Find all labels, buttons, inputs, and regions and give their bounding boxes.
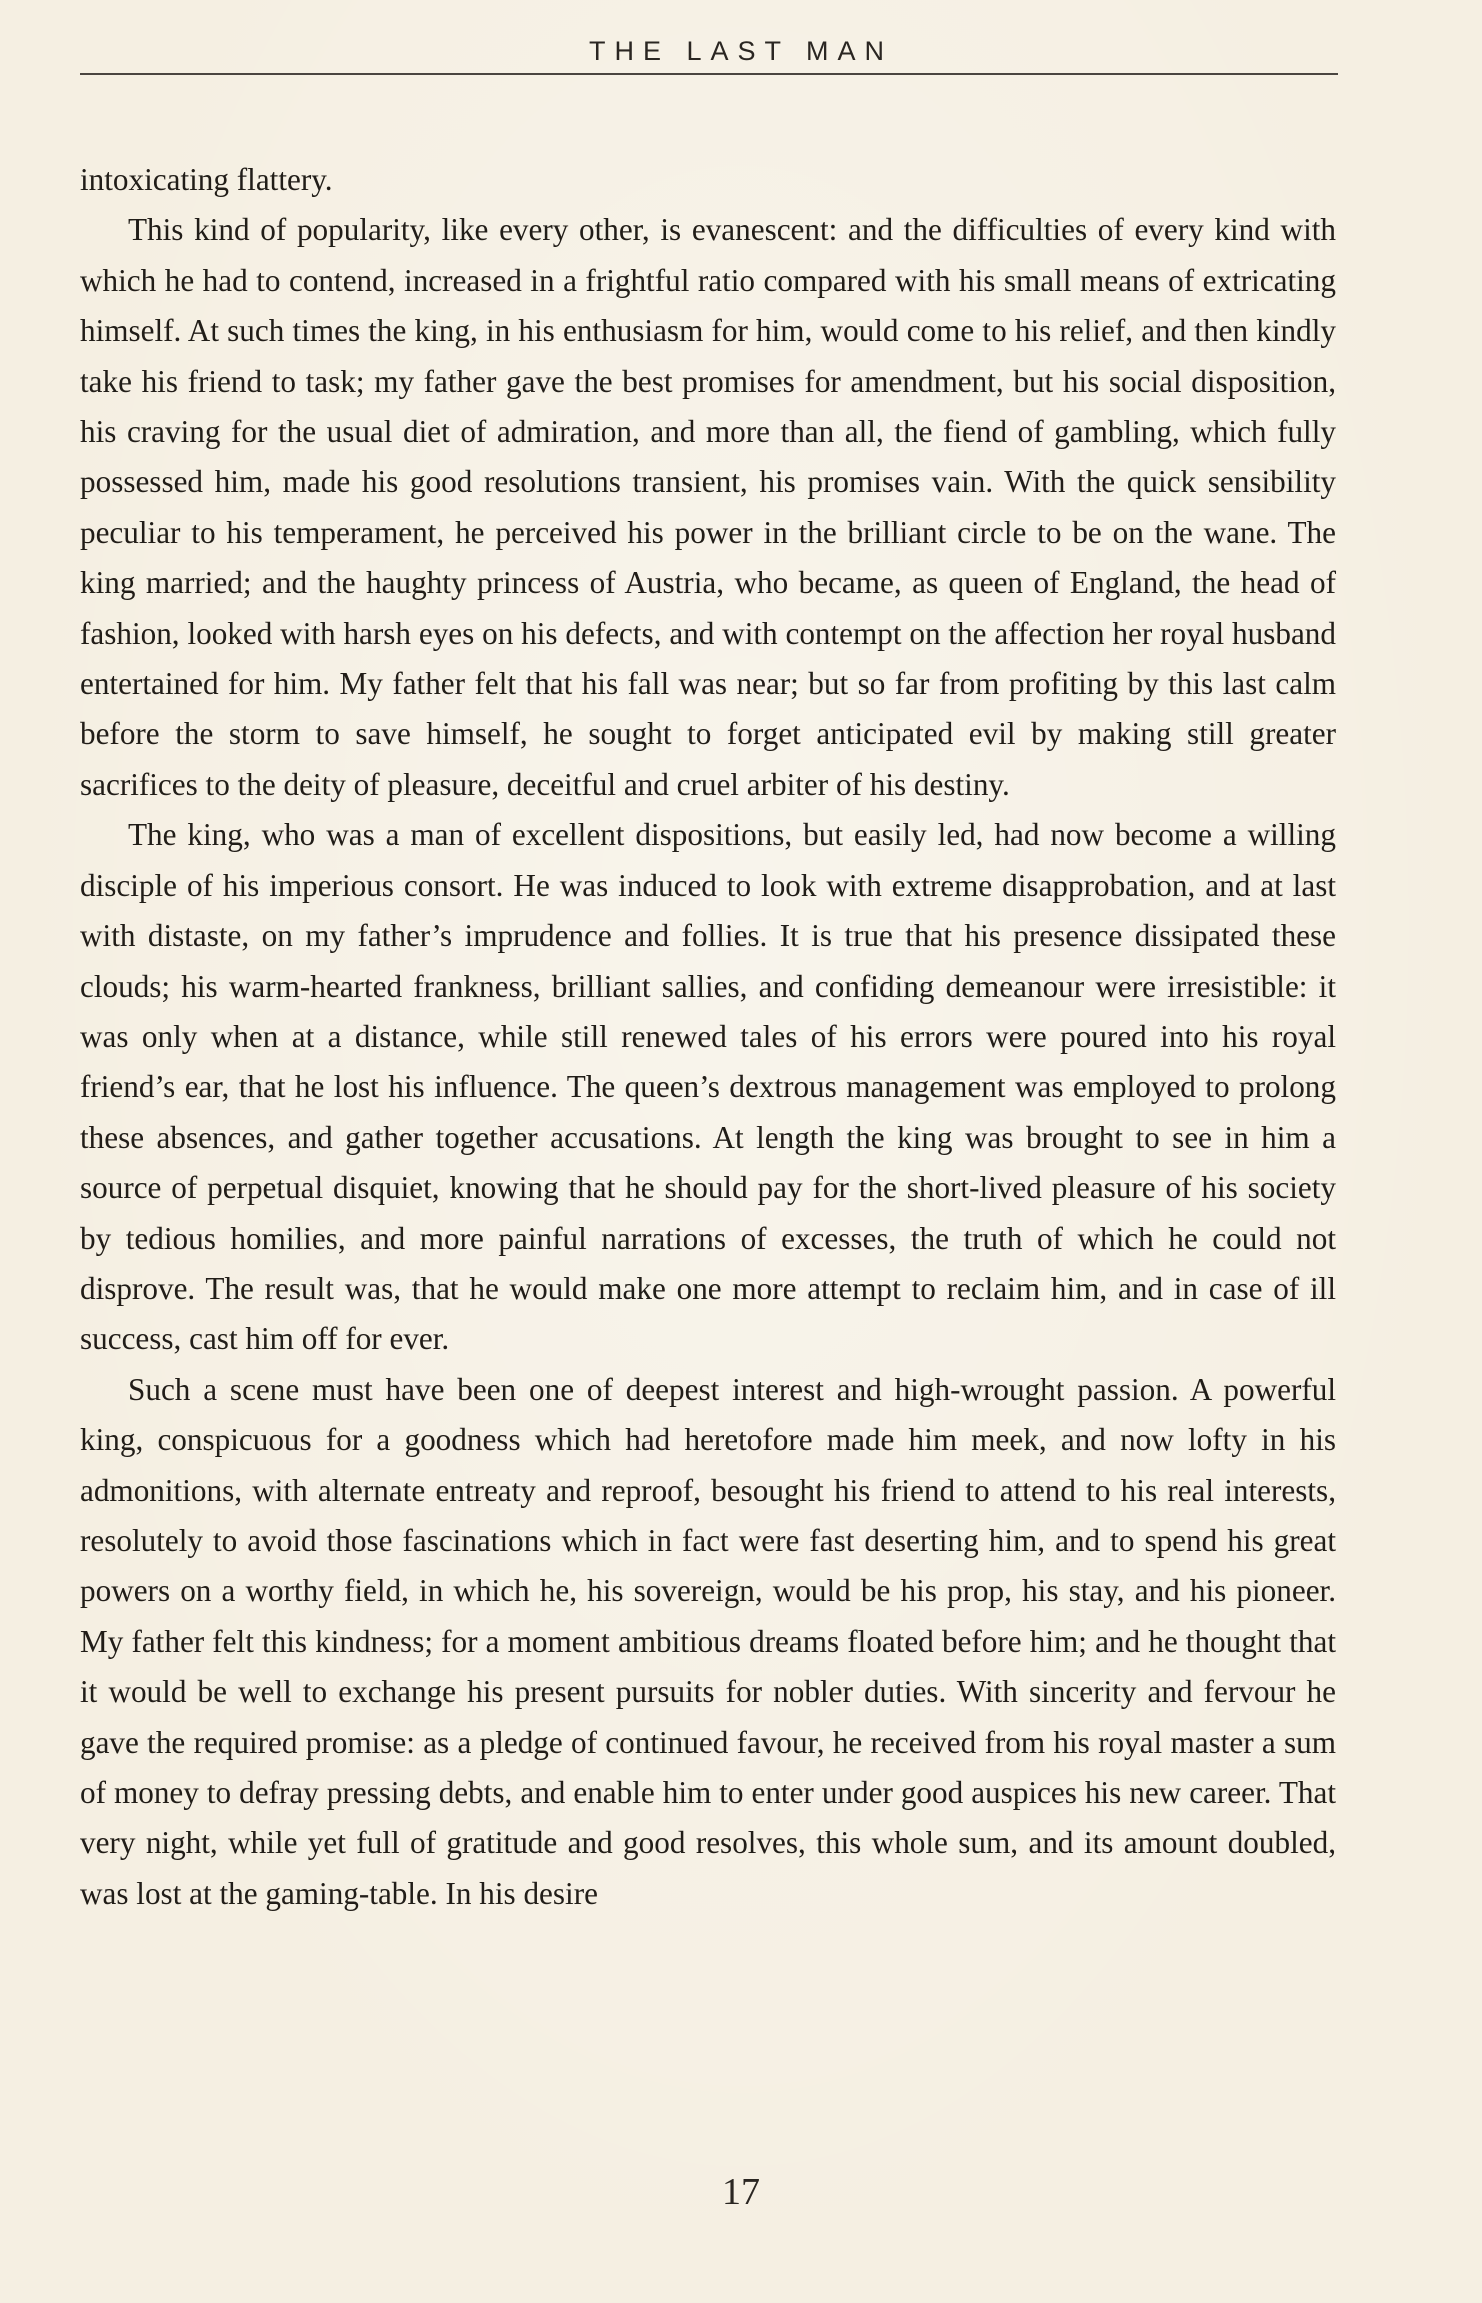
- paragraph: Such a scene must have been one of deepest interest and high-wrought passion. A powerful king, conspicuous for a goodness which had heretofore made him meek, and now lofty in his admonitions, with alternate entreaty and reproof, besought his friend to attend to his real interests, resolutely to avoid those fascinations which in fact were fast deserting him, and to spend his great powers on a worthy field, in which he, his sovereign, would be his prop, his stay, and his pioneer. My father felt this kindness; for a moment ambitious dreams floated before him; and he thought that it would be well to exchange his present pursuits for nobler duties. With sincerity and fervour he gave the required promise: as a pledge of continued favour, he received from his royal master a sum of money to defray pressing debts, and enable him to enter under good auspices his new career. That very night, while yet full of gratitude and good resolves, this whole sum, and its amount doubled, was lost at the gaming-table. In his desire: [80, 1371, 1336, 1911]
- body-text: [80, 155, 1336, 1919]
- page-number: 17: [722, 2171, 760, 2213]
- paragraph: The king, who was a man of excellent dispositions, but easily led, had now become a willing disciple of his imperious consort. He was induced to look with extreme disapprobation, and at last with distaste, on my father’s imprudence and follies. It is true that his presence dissipated these clouds; his warm-hearted frankness, brilliant sallies, and confiding demeanour were irresistible: it was only when at a distance, while still renewed tales of his errors were poured into his royal friend’s ear, that he lost his influence. The queen’s dextrous management was employed to prolong these absences, and gather together accusations. At length the king was brought to see in him a source of perpetual disquiet, knowing that he should pay for the short-lived pleasure of his society by tedious homilies, and more painful narrations of excesses, the truth of which he could not disprove. The result was, that he would make one more attempt to reclaim him, and in case of ill success, cast him off for ever.: [80, 817, 1336, 1357]
- paragraph: This kind of popularity, like every other, is evanescent: and the difficulties of every kind with which he had to contend, increased in a frightful ratio compared with his small means of extricating himself. At such times the king, in his enthusiasm for him, would come to his relief, and then kindly take his friend to task; my father gave the best promises for amendment, but his social disposition, his craving for the usual diet of admiration, and more than all, the fiend of gambling, which fully possessed him, made his good resolutions transient, his promises vain. With the quick sensibility peculiar to his temperament, he perceived his power in the brilliant circle to be on the wane. The king married; and the haughty princess of Austria, who became, as queen of England, the head of fashion, looked with harsh eyes on his defects, and with contempt on the affection her royal husband entertained for him. My father felt that his fall was near; but so far from profiting by this last calm before the storm to save himself, he sought to forget anticipated evil by making still greater sacrifices to the deity of pleasure, deceitful and cruel arbiter of his destiny.: [80, 212, 1336, 802]
- running-head-title: THE LAST MAN: [588, 36, 894, 66]
- header-rule: [80, 73, 1338, 75]
- paragraph-continued: intoxicating flattery.: [80, 162, 333, 197]
